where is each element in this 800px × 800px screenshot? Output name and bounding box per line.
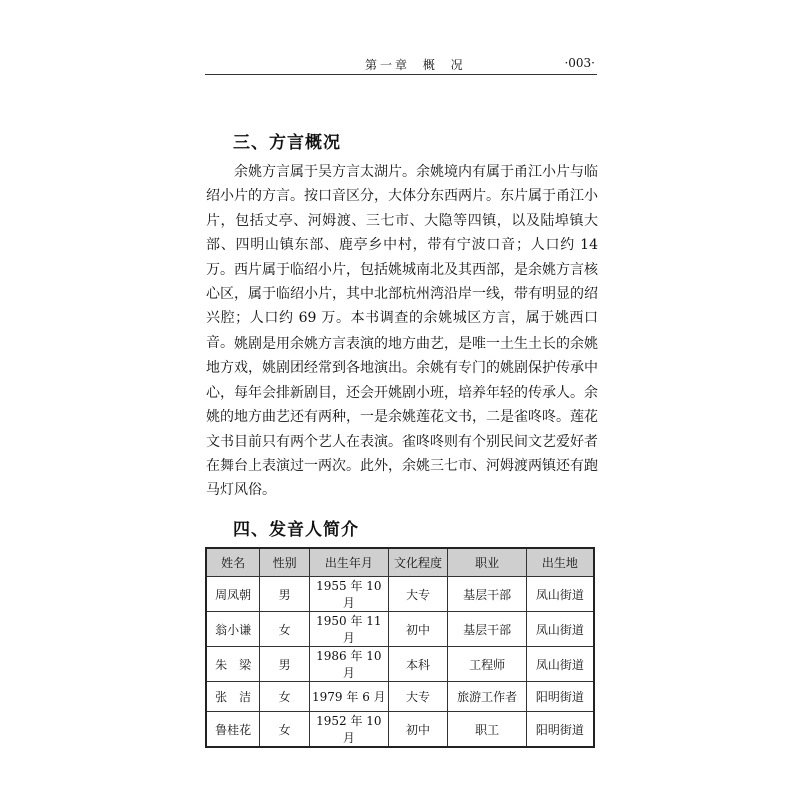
paragraph-dialect-overview: 余姚方言属于吴方言太湖片。余姚境内有属于甬江小片与临绍小片的方言。按口音区分，大体分东西两片。东片属于甬江小片，包括丈亭、河姆渡、三七市、大隐等四镇，以及陆埠镇大部、四明山镇东部、鹿亭乡中村，带有宁波口音；人口约 14 万。西片属于临绍小片，包括姚城南北及其西部，是余姚方言核心区，属于临绍小片，其中北部杭州湾沿岸一线，带有明显的绍兴腔；人口约 69 万。本书调查的余姚城区方言，属于姚西口音。	[206, 164, 598, 351]
table-cell: 凤山街道	[526, 612, 594, 647]
table-cell: 基层干部	[448, 577, 527, 612]
table-cell: 1952 年 10 月	[310, 712, 389, 748]
table-cell: 职工	[448, 712, 527, 748]
table-row	[206, 682, 594, 712]
table-cell: 初中	[388, 612, 448, 647]
table-cell: 男	[260, 577, 310, 612]
table-cell: 初中	[388, 712, 448, 748]
table-cell: 大专	[388, 577, 448, 612]
table-row	[206, 712, 594, 748]
chapter-title: 第一章 概 况	[365, 58, 466, 72]
table-cell: 阳明街道	[526, 712, 594, 748]
table-cell: 女	[260, 682, 310, 712]
table-cell: 1986 年 10 月	[310, 647, 389, 682]
table-row	[206, 577, 594, 612]
table-cell: 工程师	[448, 647, 527, 682]
table-cell: 阳明街道	[526, 682, 594, 712]
page-number: ·003·	[564, 56, 595, 70]
table-header-row	[206, 548, 594, 577]
table-cell: 男	[260, 647, 310, 682]
table-row	[206, 647, 594, 682]
table-cell: 凤山街道	[526, 647, 594, 682]
table-cell: 朱 梁	[206, 647, 260, 682]
table-cell: 大专	[388, 682, 448, 712]
table-cell: 翁小谦	[206, 612, 260, 647]
table-row	[206, 612, 594, 647]
table-cell: 女	[260, 612, 310, 647]
column-header: 姓名	[206, 548, 260, 577]
speakers-table	[205, 547, 595, 748]
table-cell: 鲁桂花	[206, 712, 260, 748]
column-header: 出生年月	[310, 548, 389, 577]
table-cell: 1979 年 6 月	[310, 682, 389, 712]
column-header: 文化程度	[388, 548, 448, 577]
table-cell: 本科	[388, 647, 448, 682]
table-cell: 女	[260, 712, 310, 748]
column-header: 性别	[260, 548, 310, 577]
table-cell: 1955 年 10 月	[310, 577, 389, 612]
table-cell: 1950 年 11 月	[310, 612, 389, 647]
table-cell: 基层干部	[448, 612, 527, 647]
column-header: 出生地	[526, 548, 594, 577]
table-cell: 旅游工作者	[448, 682, 527, 712]
table-cell: 张 洁	[206, 682, 260, 712]
section-heading-dialect-overview: 三、方言概况	[233, 133, 341, 153]
paragraph-yao-opera: 姚剧是用余姚方言表演的地方曲艺，是唯一土生土长的余姚地方戏，姚剧团经常到各地演出。余姚有专门的姚剧保护传承中心，每年会排新剧目，还会开姚剧小班，培养年轻的传承人。余姚的地方曲艺还有两种，一是余姚莲花文书，二是雀咚咚。莲花文书目前只有两个艺人在表演。雀咚咚则有个别民间文艺爱好者在舞台上表演过一两次。此外，余姚三七市、河姆渡两镇还有跑马灯风俗。	[206, 336, 598, 499]
table-cell: 凤山街道	[526, 577, 594, 612]
running-header	[205, 52, 597, 75]
column-header: 职业	[448, 548, 527, 577]
table-cell: 周凤朝	[206, 577, 260, 612]
section-heading-speakers: 四、发音人简介	[233, 520, 359, 540]
